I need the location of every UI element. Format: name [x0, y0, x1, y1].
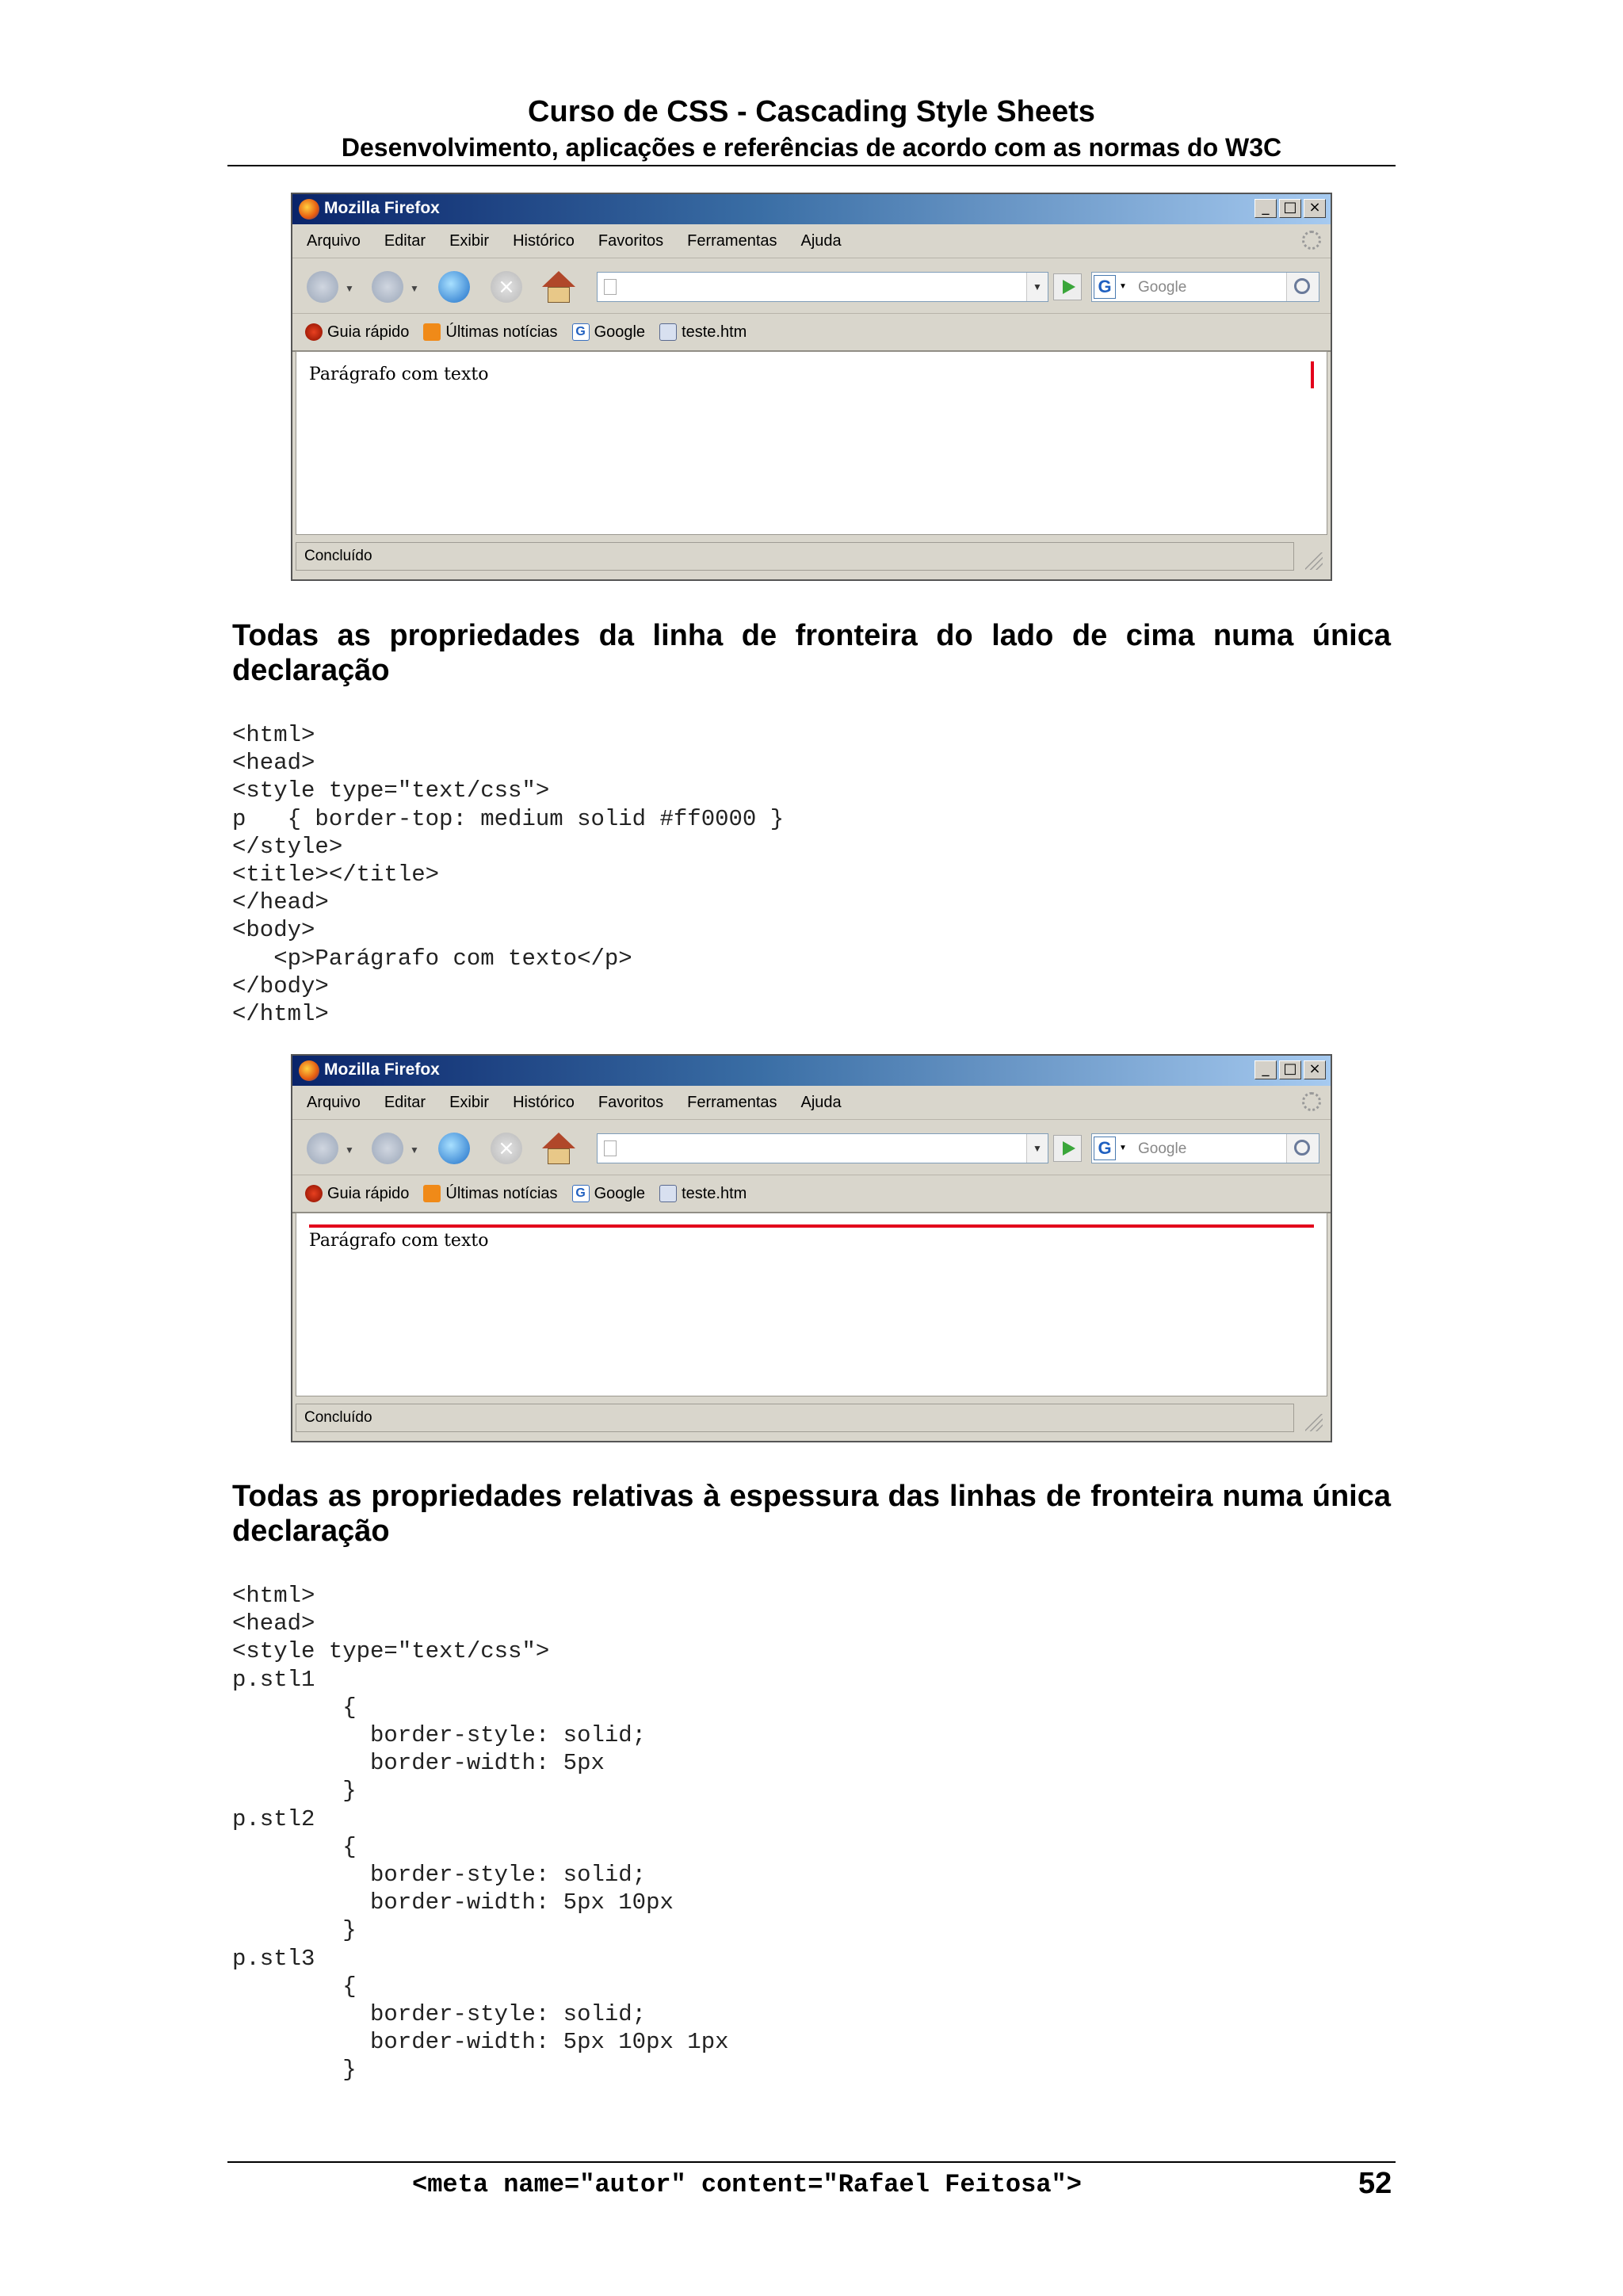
navigation-toolbar — [292, 258, 1331, 314]
browser-window-1 — [291, 193, 1332, 581]
search-input[interactable] — [1091, 1133, 1319, 1163]
file-icon — [659, 1185, 677, 1202]
window-title: Mozilla Firefox — [324, 1060, 440, 1079]
google-icon[interactable]: G — [1094, 275, 1116, 299]
forward-icon[interactable] — [372, 1133, 403, 1164]
resize-grip-icon[interactable] — [1305, 1414, 1323, 1431]
menu-exibir[interactable]: Exibir — [449, 1093, 490, 1111]
title-bar — [292, 1056, 1331, 1086]
throbber-icon — [1302, 1092, 1321, 1111]
google-icon: G — [572, 1185, 590, 1202]
red-border-marker — [1311, 361, 1314, 388]
home-icon[interactable] — [542, 271, 575, 303]
minimize-button[interactable]: _ — [1254, 1060, 1277, 1079]
bookmark-teste[interactable]: teste.htm — [659, 323, 747, 342]
menu-favoritos[interactable]: Favoritos — [598, 231, 664, 250]
guide-icon — [305, 323, 323, 341]
menu-historico[interactable]: Histórico — [513, 1093, 575, 1111]
url-input[interactable] — [597, 272, 1048, 302]
status-bar — [296, 537, 1327, 576]
menu-bar — [292, 1086, 1331, 1120]
stop-icon[interactable]: × — [491, 1133, 522, 1164]
paragraph-text: Parágrafo com texto — [309, 1231, 489, 1251]
section1-heading: Todas as propriedades da linha de fronteira do lado de cima numa única declaração — [232, 619, 1391, 687]
paragraph-text: Parágrafo com texto — [309, 365, 489, 384]
go-button[interactable] — [1053, 1135, 1082, 1162]
firefox-icon — [299, 199, 319, 220]
bookmarks-toolbar — [292, 1175, 1331, 1213]
document-subtitle: Desenvolvimento, aplicações e referências de acordo com as normas do W3C — [341, 133, 1282, 162]
page-number: 52 — [1358, 2167, 1392, 2200]
navigation-toolbar — [292, 1119, 1331, 1175]
bookmark-google[interactable]: G Google — [572, 323, 646, 342]
search-icon[interactable] — [1286, 273, 1319, 301]
maximize-button[interactable]: □ — [1279, 1060, 1301, 1079]
page-content — [296, 1213, 1327, 1396]
bookmark-ultimas-noticias[interactable]: Últimas notícias — [423, 1185, 557, 1203]
bookmark-teste[interactable]: teste.htm — [659, 1185, 747, 1203]
rss-icon — [423, 323, 441, 341]
window-title: Mozilla Firefox — [324, 199, 440, 217]
rss-icon — [423, 1185, 441, 1202]
section2-heading: Todas as propriedades relativas à espessura das linhas de fronteira numa única declaração — [232, 1480, 1391, 1548]
bookmark-google[interactable]: G Google — [572, 1185, 646, 1203]
guide-icon — [305, 1185, 323, 1202]
reload-icon[interactable] — [438, 271, 470, 303]
back-dropdown-icon[interactable]: ▼ — [345, 283, 354, 294]
search-placeholder: Google — [1138, 279, 1187, 296]
header-rule — [227, 165, 1396, 166]
url-dropdown-icon[interactable]: ▼ — [1026, 273, 1048, 301]
section2-code: <html> <head> <style type="text/css"> p.stl1 { border-style: solid; border-width: 5px } p.stl2 { border-style: solid; border-width: 5px 10px } p.stl3 { border-style: solid; border-width: 5px 10px 1px } — [232, 1583, 729, 2084]
footer-meta: <meta name="autor" content="Rafael Feitosa"> — [412, 2170, 1082, 2199]
menu-ajuda[interactable]: Ajuda — [800, 231, 842, 250]
page-icon — [604, 1140, 617, 1156]
menu-ajuda[interactable]: Ajuda — [800, 1093, 842, 1111]
bookmarks-toolbar — [292, 314, 1331, 352]
status-bar — [296, 1398, 1327, 1438]
stop-icon[interactable]: × — [491, 271, 522, 303]
browser-window-2 — [291, 1054, 1332, 1442]
menu-favoritos[interactable]: Favoritos — [598, 1093, 664, 1111]
reload-icon[interactable] — [438, 1133, 470, 1164]
section1-code: <html> <head> <style type="text/css"> p { border-top: medium solid #ff0000 } </style> <title></title> </head> <body> <p>Parágrafo com texto</p> </body> </html> — [232, 722, 785, 1028]
search-icon[interactable] — [1286, 1134, 1319, 1163]
menu-arquivo[interactable]: Arquivo — [307, 231, 361, 250]
forward-dropdown-icon[interactable]: ▼ — [410, 283, 419, 294]
bookmark-guia-rapido[interactable]: Guia rápido — [305, 323, 409, 342]
title-bar — [292, 194, 1331, 224]
forward-dropdown-icon[interactable]: ▼ — [410, 1144, 419, 1156]
google-icon: G — [572, 323, 590, 341]
status-text: Concluído — [296, 1404, 1294, 1432]
back-icon[interactable] — [307, 1133, 338, 1164]
search-placeholder: Google — [1138, 1140, 1187, 1157]
search-engine-dropdown-icon[interactable]: ▼ — [1119, 282, 1127, 291]
menu-historico[interactable]: Histórico — [513, 231, 575, 250]
close-button[interactable]: × — [1304, 1060, 1326, 1079]
go-button[interactable] — [1053, 273, 1082, 300]
menu-bar — [292, 224, 1331, 258]
menu-editar[interactable]: Editar — [384, 231, 426, 250]
back-dropdown-icon[interactable]: ▼ — [345, 1144, 354, 1156]
page-content — [296, 351, 1327, 535]
footer-rule — [227, 2161, 1396, 2163]
search-input[interactable] — [1091, 272, 1319, 302]
maximize-button[interactable]: □ — [1279, 199, 1301, 218]
menu-arquivo[interactable]: Arquivo — [307, 1093, 361, 1111]
menu-exibir[interactable]: Exibir — [449, 231, 490, 250]
url-input[interactable] — [597, 1133, 1048, 1163]
close-button[interactable]: × — [1304, 199, 1326, 218]
home-icon[interactable] — [542, 1133, 575, 1164]
throbber-icon — [1302, 231, 1321, 250]
bookmark-guia-rapido[interactable]: Guia rápido — [305, 1185, 409, 1203]
menu-ferramentas[interactable]: Ferramentas — [687, 231, 777, 250]
document-title: Curso de CSS - Cascading Style Sheets — [528, 95, 1095, 128]
bookmark-ultimas-noticias[interactable]: Últimas notícias — [423, 323, 557, 342]
red-top-border — [309, 1224, 1314, 1228]
url-dropdown-icon[interactable]: ▼ — [1026, 1134, 1048, 1163]
resize-grip-icon[interactable] — [1305, 552, 1323, 570]
menu-editar[interactable]: Editar — [384, 1093, 426, 1111]
file-icon — [659, 323, 677, 341]
firefox-icon — [299, 1060, 319, 1081]
back-icon[interactable] — [307, 271, 338, 303]
google-icon[interactable]: G — [1094, 1137, 1116, 1160]
search-engine-dropdown-icon[interactable]: ▼ — [1119, 1144, 1127, 1152]
menu-ferramentas[interactable]: Ferramentas — [687, 1093, 777, 1111]
forward-icon[interactable] — [372, 271, 403, 303]
status-text: Concluído — [296, 542, 1294, 571]
minimize-button[interactable]: _ — [1254, 199, 1277, 218]
page-icon — [604, 279, 617, 295]
